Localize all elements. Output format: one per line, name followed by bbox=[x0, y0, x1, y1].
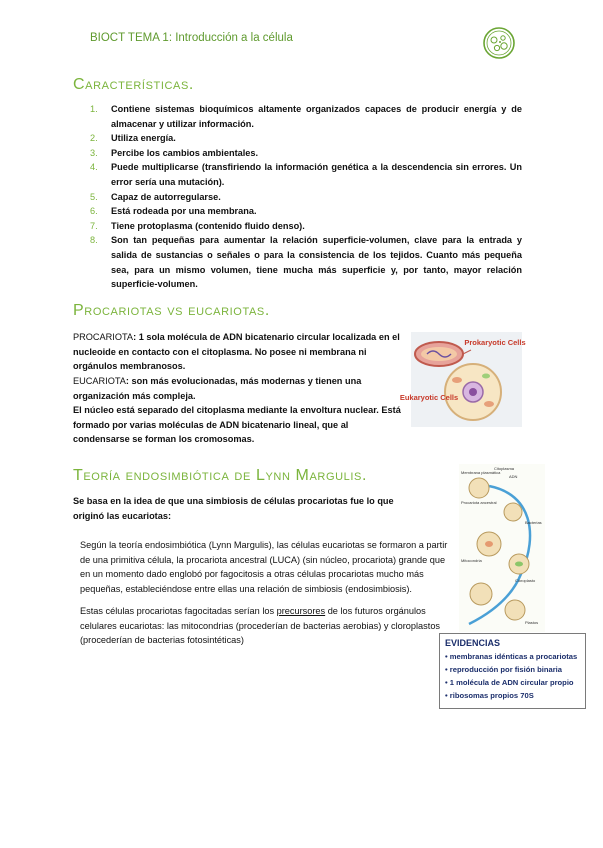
prokaryote-paragraph bbox=[73, 330, 403, 374]
theory-body-2-pre: Estas células procariotas fagocitadas serían los bbox=[80, 606, 277, 616]
list-item: • ribosomas propios 70S bbox=[445, 689, 585, 702]
eukaryote-text: : son más evolucionadas, más modernas y tienen una organización más compleja. bbox=[73, 376, 362, 401]
eukaryote-paragraph bbox=[73, 374, 403, 403]
diagram-label-adn: ADN bbox=[509, 474, 518, 479]
list-item bbox=[90, 160, 522, 189]
evidence-title: EVIDENCIAS bbox=[445, 638, 501, 648]
list-number: 8. bbox=[90, 235, 98, 246]
theory-body-2 bbox=[80, 604, 452, 648]
list-number: 2. bbox=[90, 133, 98, 144]
header-title: BIOCT TEMA 1: Introducción a la célula bbox=[90, 32, 293, 44]
evidence-list bbox=[440, 650, 585, 702]
diagram-label-cloroplasto: Cloroplasto bbox=[515, 578, 536, 583]
diagram-label-bacterias: Bacterias bbox=[525, 520, 542, 525]
list-text: Contiene sistemas bioquímicos altamente organizados capaces de producir energía y de almacenar y utilizar información. bbox=[111, 104, 522, 129]
section-title-caracteristicas: Características. bbox=[73, 76, 194, 93]
list-item bbox=[90, 102, 522, 131]
theory-intro: Se basa en la idea de que una simbiosis de células procariotas fue lo que originó las eucariotas: bbox=[73, 496, 394, 521]
diagram-label-membrana: Membrana plasmática bbox=[461, 470, 501, 475]
list-text: Utiliza energía. bbox=[111, 133, 176, 144]
prokaryote-text: : 1 sola molécula de ADN bicatenario circular localizada en el nucleoide en contacto con el citoplasma. No posee ni membrana ni orgánulos membranosos. bbox=[73, 332, 400, 372]
list-item bbox=[90, 131, 522, 146]
list-item bbox=[90, 146, 522, 161]
list-number: 7. bbox=[90, 220, 98, 231]
prokaryotic-label-1: Prokaryotic Cells bbox=[464, 338, 526, 347]
list-text: Tiene protoplasma (contenido fluido denso). bbox=[111, 220, 305, 231]
diagram-label-mitocondria: Mitocondria bbox=[461, 558, 482, 563]
section-title-procariotas: Procariotas vs eucariotas. bbox=[73, 302, 270, 319]
list-text: Puede multiplicarse (transfiriendo la información genética a la descendencia sin errores. Un error sería una mutación). bbox=[111, 162, 522, 187]
section-title-teoria: Teoría endosimbiótica de Lynn Margulis. bbox=[73, 467, 367, 484]
list-item: • membranas idénticas a procariotas bbox=[445, 650, 585, 663]
diagram-label-citoplasma: Citoplasma bbox=[494, 466, 515, 471]
characteristics-list bbox=[90, 102, 522, 292]
theory-body-1: Según la teoría endosimbiótica (Lynn Margulis), las células eucariotas se formaron a partir de una primitiva célula, la procariota ancestral (LUCA) (sin núcleo, procariota) grande que en un momento dado englobó por fagocitosis a otras células procariotas mucho más pequeñas, estableciéndose entre ellas una relación de simbiosis (endosimbiosis). bbox=[80, 540, 448, 594]
prokaryote-label: PROCARIOTA bbox=[73, 332, 134, 342]
list-number: 1. bbox=[90, 104, 98, 114]
logo-icon bbox=[483, 27, 515, 59]
cell-comparison-image bbox=[399, 332, 526, 427]
list-number: 6. bbox=[90, 206, 98, 217]
list-text: Son tan pequeñas para aumentar la relación superficie-volumen, clave para la entrada y salida de sustancias o señales o para la consistencia de los tejidos. Cuanto más pequeña sea, para un mismo volumen, tiene mucha más superficie y, por tanto, mayor relación superficie-volumen. bbox=[111, 235, 522, 290]
diagram-label-plastos: Plastos bbox=[525, 620, 539, 625]
eukaryote-label: EUCARIOTA bbox=[73, 376, 126, 386]
list-item bbox=[90, 233, 522, 291]
list-text: Capaz de autorregularse. bbox=[111, 191, 221, 202]
diagram-label-procariota: Procariota ancestral bbox=[461, 500, 497, 505]
list-number: 5. bbox=[90, 191, 98, 202]
list-text: Percibe los cambios ambientales. bbox=[111, 147, 259, 158]
theory-body-2-post: de los futuros orgánulos celulares eucariotas: las mitocondrias (procederían de bacterias aerobias) y cloroplastos (procederían de bacterias fotosintéticas) bbox=[80, 606, 441, 646]
list-item bbox=[90, 204, 522, 219]
list-item bbox=[90, 190, 522, 205]
list-number: 4. bbox=[90, 162, 98, 173]
precursores-text: precursores bbox=[276, 606, 326, 616]
list-number: 3. bbox=[90, 147, 98, 158]
nucleus-paragraph: El núcleo está separado del citoplasma mediante la envoltura nuclear. Está formado por varias moléculas de ADN bicatenario lineal, que al condensarse se forman los cromosomas. bbox=[73, 405, 401, 445]
endosymbiosis-diagram bbox=[459, 464, 545, 632]
list-item bbox=[90, 219, 522, 234]
list-item: • reproducción por fisión binaria bbox=[445, 663, 585, 676]
list-item: • 1 molécula de ADN circular propio bbox=[445, 676, 585, 689]
eukaryotic-label: Eukaryotic Cells bbox=[399, 393, 459, 402]
list-text: Está rodeada por una membrana. bbox=[111, 206, 257, 217]
evidence-box bbox=[439, 633, 586, 709]
